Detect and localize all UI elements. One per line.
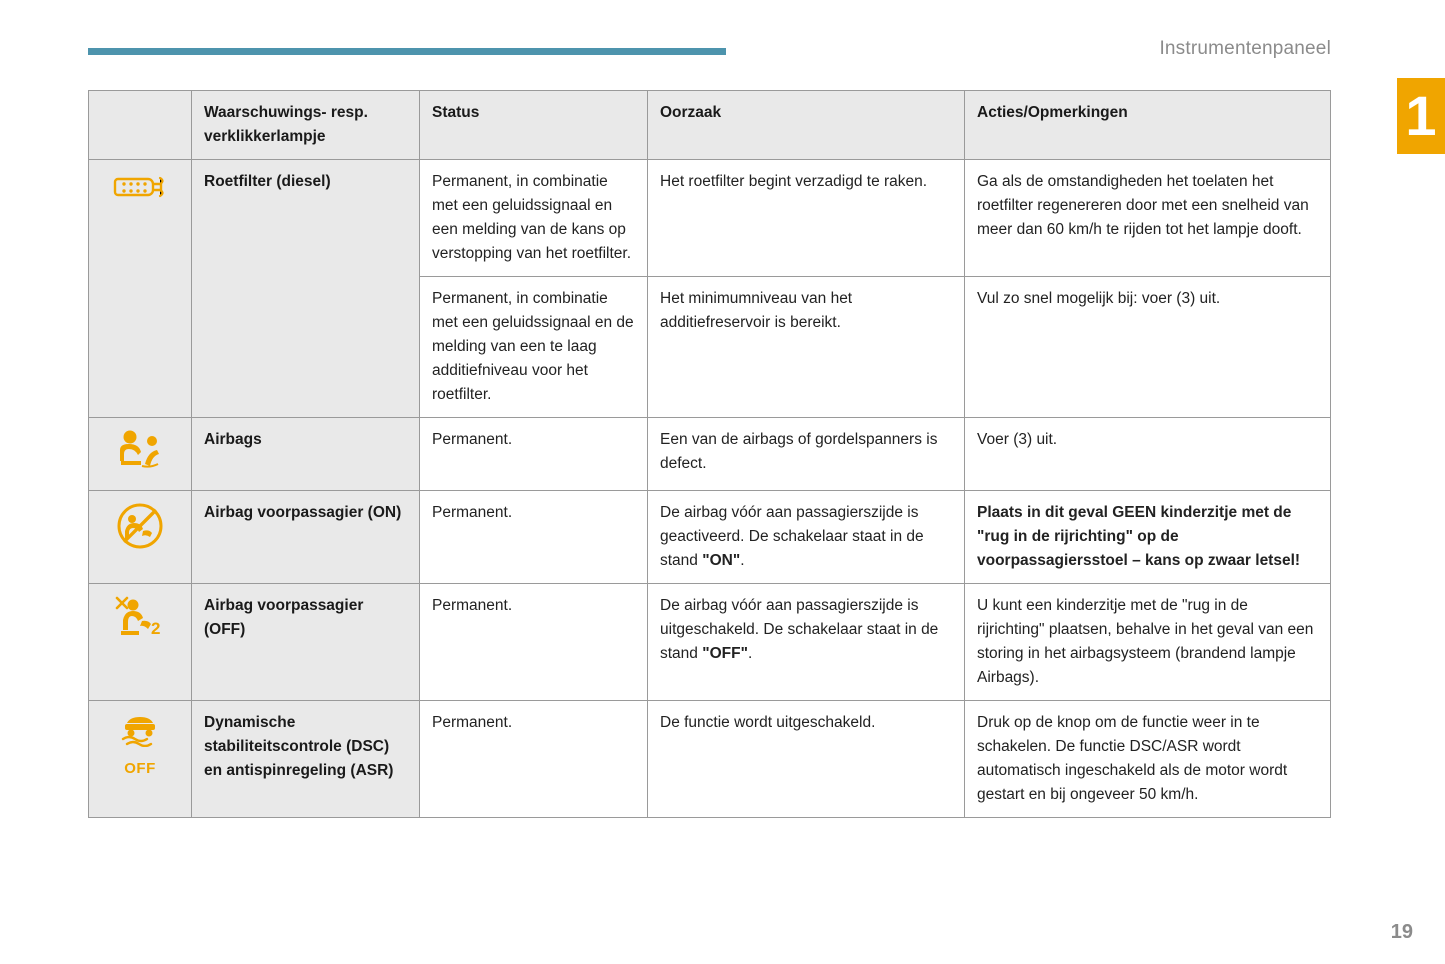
table-row — [89, 160, 1331, 277]
lamp-status: Permanent, in combinatie met een geluidssignaal en de melding van een te laag additiefniveau voor het roetfilter. — [420, 277, 648, 418]
column-header-lamp: Waarschuwings- resp. verklikkerlampje — [192, 91, 420, 160]
lamp-symbol-cell — [89, 160, 192, 418]
svg-text:2: 2 — [151, 619, 161, 639]
particle-filter-icon — [112, 170, 168, 204]
lamp-actions: U kunt een kinderzitje met de "rug in de rijrichting" plaatsen, behalve in het geval van een storing in het airbagsysteem (brandend lampje Airbags). — [965, 584, 1331, 701]
lamp-cause: Het minimumniveau van het additiefreservoir is bereikt. — [648, 277, 965, 418]
table-row — [89, 584, 1331, 701]
lamp-actions: Voer (3) uit. — [965, 418, 1331, 491]
lamp-status: Permanent. — [420, 418, 648, 491]
lamp-symbol-cell — [89, 701, 192, 818]
column-header-symbol — [89, 91, 192, 160]
section-title: Instrumentenpaneel — [1159, 38, 1331, 59]
warning-lamp-table — [88, 90, 1331, 818]
passenger-airbag-on-icon — [115, 501, 165, 551]
table-row — [89, 701, 1331, 818]
lamp-symbol-cell — [89, 418, 192, 491]
lamp-name: Airbag voorpassagier (OFF) — [192, 584, 420, 701]
lamp-name: Roetfilter (diesel) — [192, 160, 420, 418]
lamp-cause: Een van de airbags of gordelspanners is defect. — [648, 418, 965, 491]
off-label: OFF — [124, 760, 156, 778]
table-header-row — [89, 91, 1331, 160]
table-row — [89, 418, 1331, 491]
lamp-actions: Plaats in dit geval GEEN kinderzitje met de "rug in de rijrichting" op de voorpassagiersstoel – kans op zwaar letsel! — [965, 491, 1331, 584]
column-header-cause: Oorzaak — [648, 91, 965, 160]
lamp-status: Permanent. — [420, 584, 648, 701]
chapter-tab: 1 — [1397, 78, 1445, 154]
lamp-actions: Ga als de omstandigheden het toelaten het roetfilter regenereren door met een snelheid van meer dan 60 km/h te rijden tot het lampje dooft. — [965, 160, 1331, 277]
lamp-actions: Vul zo snel mogelijk bij: voer (3) uit. — [965, 277, 1331, 418]
lamp-status: Permanent. — [420, 491, 648, 584]
column-header-actions: Acties/Opmerkingen — [965, 91, 1331, 160]
lamp-actions: Druk op de knop om de functie weer in te schakelen. De functie DSC/ASR wordt automatisch ingeschakeld als de motor wordt gestart en bij ongeveer 50 km/h. — [965, 701, 1331, 818]
switch-position-value: "ON" — [702, 552, 741, 570]
airbag-icon — [115, 428, 165, 472]
lamp-name: Dynamische stabiliteitscontrole (DSC) en antispinregeling (ASR) — [192, 701, 420, 818]
column-header-status: Status — [420, 91, 648, 160]
lamp-cause: De airbag vóór aan passagierszijde is uitgeschakeld. De schakelaar staat in de stand "OFF". — [648, 584, 965, 701]
table-row — [89, 491, 1331, 584]
lamp-symbol-cell — [89, 491, 192, 584]
lamp-name: Airbags — [192, 418, 420, 491]
passenger-airbag-off-icon — [113, 594, 167, 638]
lamp-status: Permanent. — [420, 701, 648, 818]
lamp-name: Airbag voorpassagier (ON) — [192, 491, 420, 584]
lamp-status: Permanent, in combinatie met een geluidssignaal en een melding van de kans op verstopping van het roetfilter. — [420, 160, 648, 277]
switch-position-value: "OFF" — [702, 645, 748, 663]
header-rule — [88, 48, 726, 55]
dsc-asr-off-icon — [117, 711, 163, 747]
lamp-symbol-cell — [89, 584, 192, 701]
lamp-cause: De airbag vóór aan passagierszijde is geactiveerd. De schakelaar staat in de stand "ON". — [648, 491, 965, 584]
lamp-cause: De functie wordt uitgeschakeld. — [648, 701, 965, 818]
lamp-cause: Het roetfilter begint verzadigd te raken. — [648, 160, 965, 277]
page-number: 19 — [1390, 921, 1413, 943]
